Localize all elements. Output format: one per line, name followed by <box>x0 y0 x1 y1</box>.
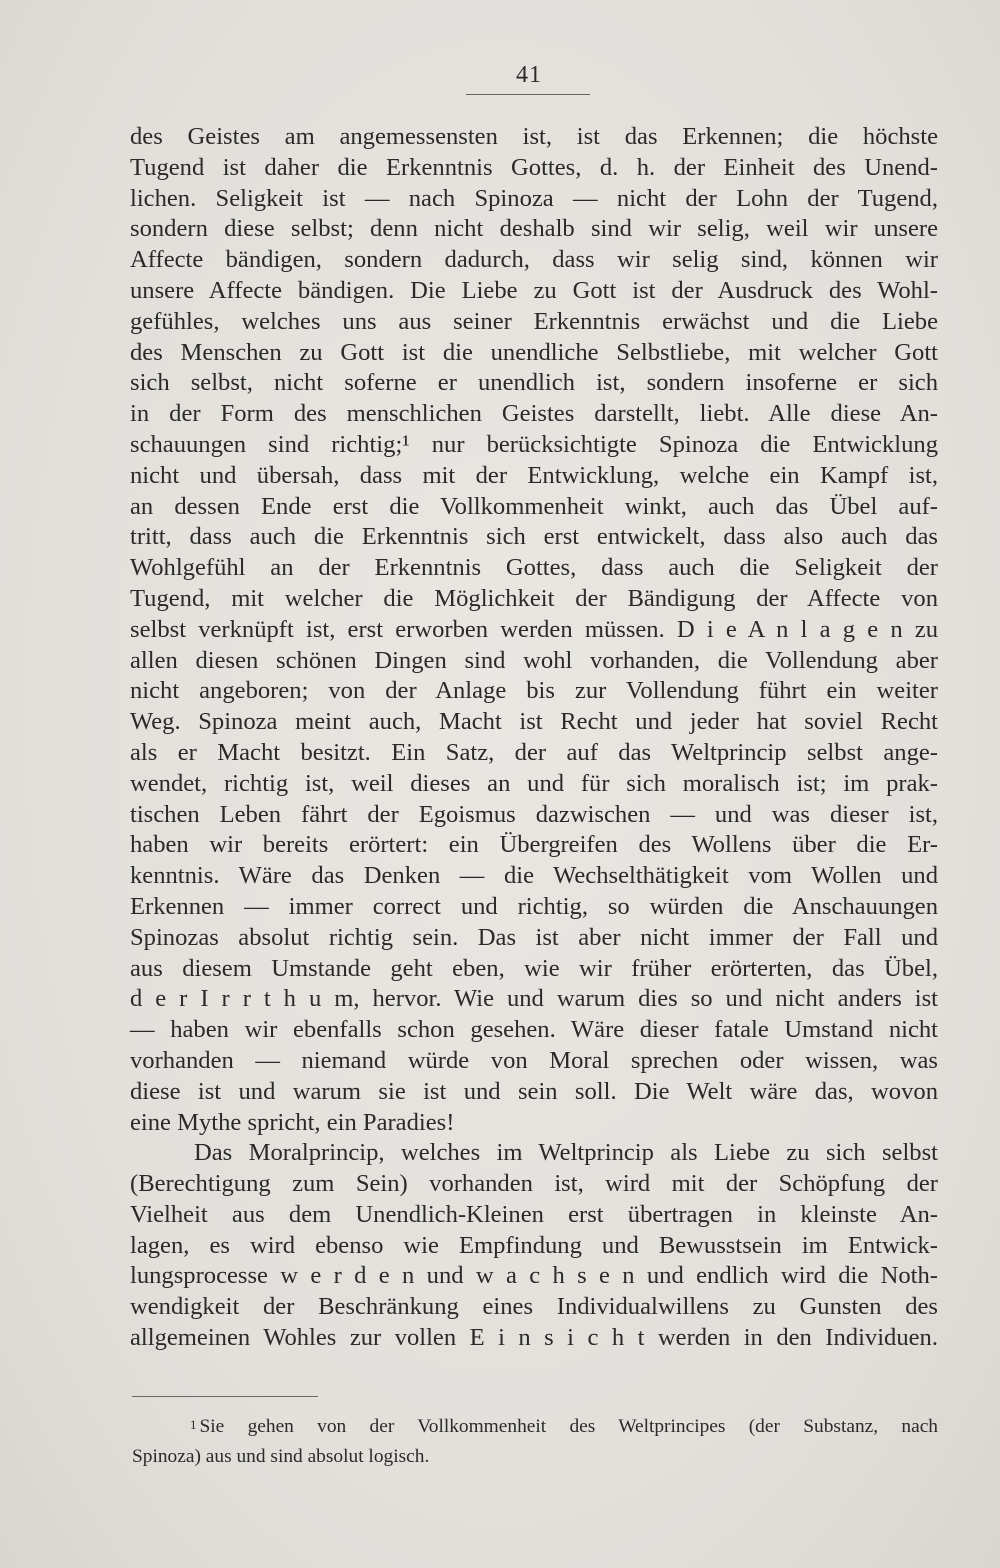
text-line: Weg. Spinoza meint auch, Macht ist Recht und jeder hat soviel Recht <box>130 708 938 736</box>
text-line: Tugend, mit welcher die Möglichkeit der Bändigung der Affecte von <box>130 584 938 612</box>
text-line: wendet, richtig ist, weil dieses an und für sich moralisch ist; im prak- <box>130 769 938 797</box>
footnote-marker: 1 <box>190 1417 197 1432</box>
header-rule <box>466 94 590 95</box>
text-line: allen diesen schönen Dingen sind wohl vorhanden, die Vollendung aber <box>130 646 938 674</box>
text-line: Spinozas absolut richtig sein. Das ist aber nicht immer der Fall und <box>130 923 938 951</box>
paragraph-start-line: Das Moralprincip, welches im Weltprincip als Liebe zu sich selbst <box>194 1139 938 1167</box>
text-line: des Menschen zu Gott ist die unendliche Selbstliebe, mit welcher Gott <box>130 338 938 366</box>
text-line: sondern diese selbst; denn nicht deshalb sind wir selig, weil wir unsere <box>130 215 938 243</box>
page-number: 41 <box>516 62 542 88</box>
text-line: des Geistes am angemessensten ist, ist das Erkennen; die höchste <box>130 123 938 150</box>
text-line: Erkennen — immer correct und richtig, so würden die Anschauungen <box>130 892 938 920</box>
text-line: tischen Leben fährt der Egoismus dazwischen — und was dieser ist, <box>130 800 938 828</box>
text-line: diese ist und warum sie ist und sein soll. Die Welt wäre das, wovon <box>130 1077 938 1105</box>
text-line: lagen, es wird ebenso wie Empfindung und Bewusstsein im Entwick- <box>130 1231 938 1259</box>
text-line: Affecte bändigen, sondern dadurch, dass wir selig sind, können wir <box>130 246 938 274</box>
text-line: Wohlgefühl an der Erkenntnis Gottes, dass auch die Seligkeit der <box>130 554 938 582</box>
text-line: wendigkeit der Beschränkung eines Individualwillens zu Gunsten des <box>130 1293 938 1321</box>
footnote-line <box>132 1412 938 1442</box>
footnote-text: Sie gehen von der Vollkommenheit des Weltprincipes (der Substanz, nach <box>199 1416 938 1437</box>
text-line: schauungen sind richtig;¹ nur berücksichtigte Spinoza die Entwicklung <box>130 430 938 458</box>
body-text <box>130 122 938 1354</box>
text-line: lichen. Seligkeit ist — nach Spinoza — nicht der Lohn der Tugend, <box>130 184 938 212</box>
text-line: kenntnis. Wäre das Denken — die Wechselthätigkeit vom Wollen und <box>130 862 938 890</box>
text-line: unsere Affecte bändigen. Die Liebe zu Gott ist der Ausdruck des Wohl- <box>130 276 938 304</box>
text-line: nicht angeboren; von der Anlage bis zur Vollendung führt ein weiter <box>130 677 938 705</box>
text-line: in der Form des menschlichen Geistes darstellt, liebt. Alle diese An- <box>130 400 938 428</box>
text-line: aus diesem Umstande geht eben, wie wir früher erörterten, das Übel, <box>130 954 938 982</box>
text-line: an dessen Ende erst die Vollkommenheit winkt, auch das Übel auf- <box>130 492 938 520</box>
text-line: gefühles, welches uns aus seiner Erkenntnis erwächst und die Liebe <box>130 307 938 335</box>
text-line: Tugend ist daher die Erkenntnis Gottes, d. h. der Einheit des Unend- <box>130 153 938 181</box>
text-line: d e r I r r t h u m, hervor. Wie und warum dies so und nicht anders ist <box>130 985 938 1013</box>
text-line: vorhanden — niemand würde von Moral sprechen oder wissen, was <box>130 1046 938 1074</box>
text-line: haben wir bereits erörtert: ein Übergreifen des Wollens über die Er- <box>130 831 938 859</box>
text-line: Vielheit aus dem Unendlich-Kleinen erst übertragen in kleinste An- <box>130 1200 938 1228</box>
text-line: allgemeinen Wohles zur vollen E i n s i c h t werden in den Individuen. <box>130 1324 938 1352</box>
text-line: nicht und übersah, dass mit der Entwicklung, welche ein Kampf ist, <box>130 461 938 489</box>
text-line: tritt, dass auch die Erkenntnis sich erst entwickelt, dass also auch das <box>130 523 938 551</box>
text-line: lungsprocesse w e r d e n und w a c h s e n und endlich wird die Noth- <box>130 1262 938 1290</box>
footnote-rule <box>132 1396 318 1397</box>
text-line: selbst verknüpft ist, erst erworben werden müssen. D i e A n l a g e n zu <box>130 615 938 643</box>
footnote <box>132 1412 938 1472</box>
footnote-line: Spinoza) aus und sind absolut logisch. <box>132 1446 430 1467</box>
text-line: als er Macht besitzt. Ein Satz, der auf das Weltprincip selbst ange- <box>130 738 938 766</box>
text-line: — haben wir ebenfalls schon gesehen. Wäre dieser fatale Umstand nicht <box>130 1016 938 1044</box>
text-line: sich selbst, nicht soferne er unendlich ist, sondern insoferne er sich <box>130 369 938 397</box>
text-line: (Berechtigung zum Sein) vorhanden ist, wird mit der Schöpfung der <box>130 1170 938 1198</box>
paragraph-end-line: eine Mythe spricht, ein Paradies! <box>130 1108 455 1136</box>
